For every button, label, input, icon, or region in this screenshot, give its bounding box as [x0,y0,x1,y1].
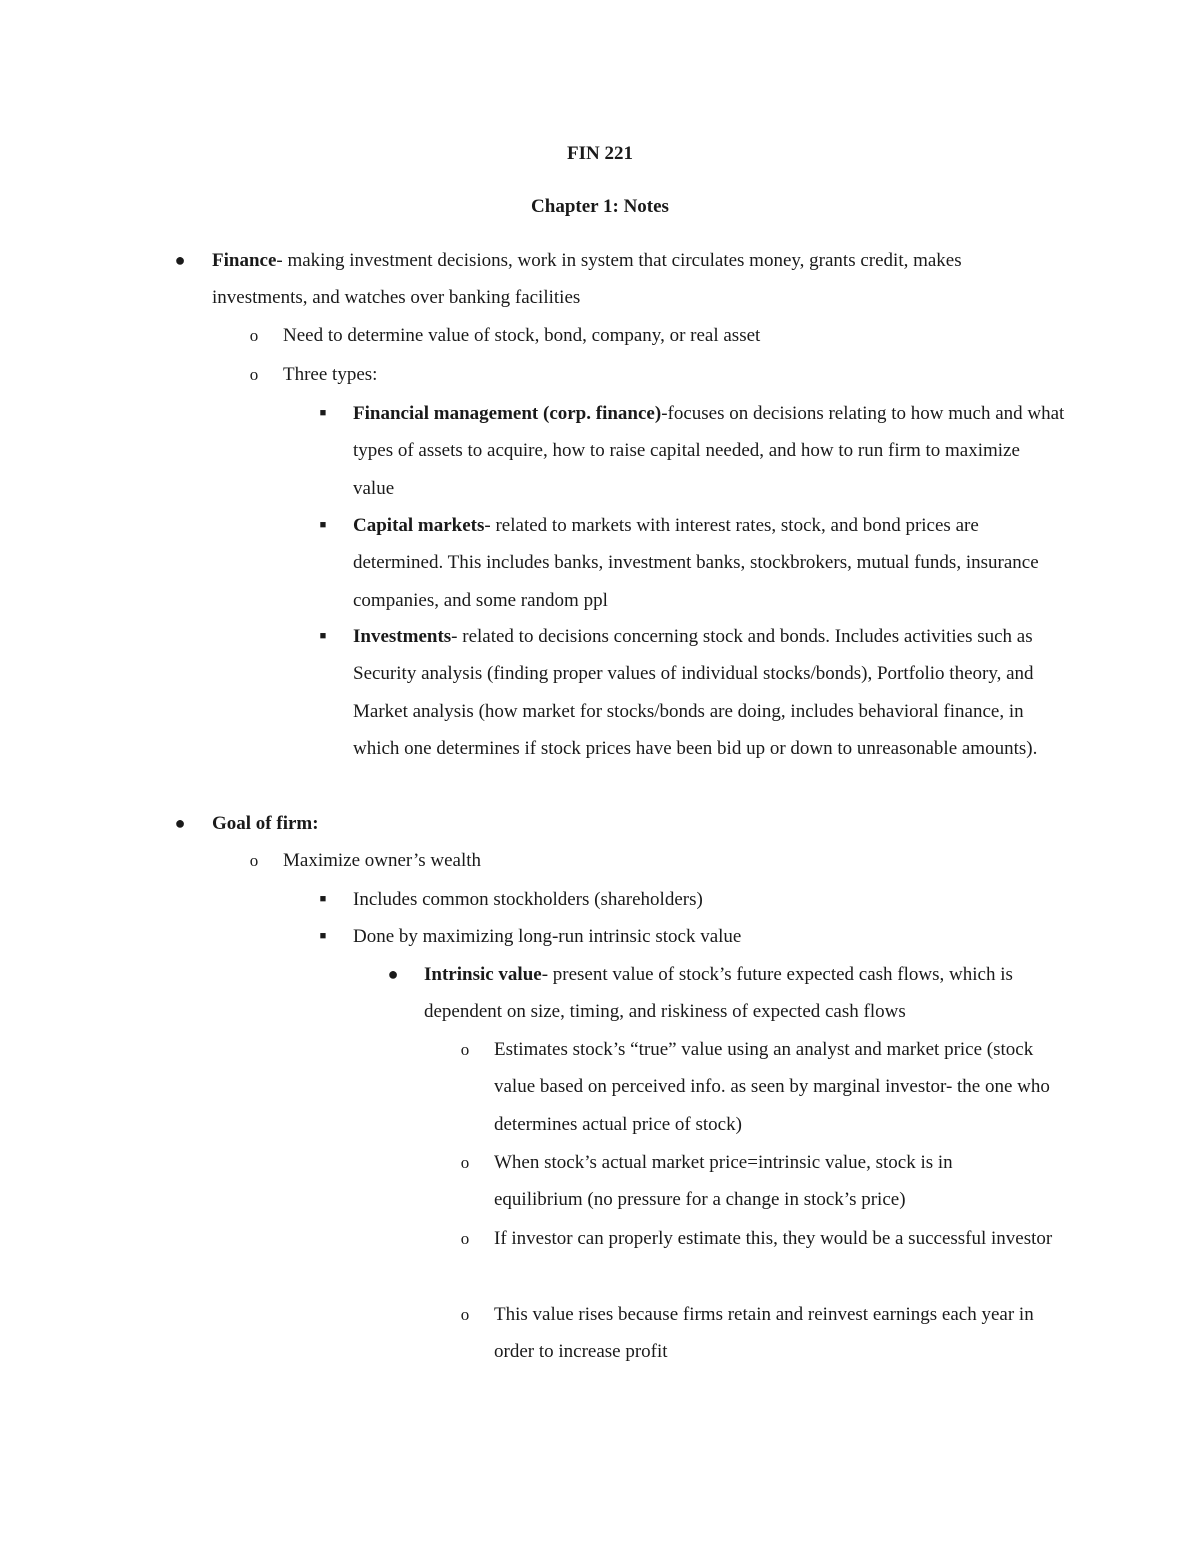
item-text [353,918,1065,955]
item-term: Capital markets [353,515,485,536]
item-text [494,1144,1034,1219]
bullet-circle-icon: o [249,365,259,384]
bullet-square-icon: ■ [319,407,327,419]
course-title: FIN 221 [567,143,633,164]
item-body: Includes common stockholders (shareholders) [353,889,703,910]
item-term: Goal of firm: [212,813,319,834]
bullet-disc-icon: ● [387,964,399,984]
item-body: Estimates stock’s “true” value using an analyst and market price (stock value based on perceived info. as seen by marginal investor- the one who determines actual price of stock) [494,1039,1050,1135]
item-body: - present value of stock’s future expected cash flows, which is dependent on size, timing, and riskiness of expected cash flows [424,964,1013,1023]
bullet-square-icon: ■ [319,930,327,942]
item-term: Financial management (corp. finance) [353,403,662,424]
item-body: - making investment decisions, work in system that circulates money, grants credit, makes investments, and watches over banking facilities [212,250,962,309]
item-text [353,618,1065,768]
item-text [494,1220,1064,1257]
item-body: Done by maximizing long-run intrinsic stock value [353,926,742,947]
item-body: When stock’s actual market price=intrinsic value, stock is in equilibrium (no pressure for a change in stock’s price) [494,1152,953,1211]
bullet-circle-icon: o [249,326,259,345]
item-term: Intrinsic value [424,964,542,985]
item-term: Finance [212,250,277,271]
item-text [212,242,1042,317]
bullet-circle-icon: o [460,1153,470,1172]
bullet-disc-icon: ● [174,250,186,270]
item-text [283,356,1063,393]
bullet-circle-icon: o [460,1229,470,1248]
bullet-circle-icon: o [460,1305,470,1324]
item-body: - related to decisions concerning stock and bonds. Includes activities such as Security analysis (finding proper values of individual stocks/bonds), Portfolio theory, and Market analysis (how market for stocks/bonds are doing, includes behavioral finance, in which one determines if stock prices have been bid up or down to unreasonable amounts). [353,626,1038,760]
item-text [494,1296,1054,1371]
item-body: This value rises because firms retain and reinvest earnings each year in order to increase profit [494,1304,1034,1363]
bullet-disc-icon: ● [174,813,186,833]
item-text [353,507,1053,619]
item-body: If investor can properly estimate this, they would be a successful investor [494,1228,1053,1249]
item-text [353,395,1065,507]
item-text [283,317,1063,354]
bullet-circle-icon: o [460,1040,470,1059]
bullet-square-icon: ■ [319,630,327,642]
chapter-title: Chapter 1: Notes [531,196,669,217]
bullet-square-icon: ■ [319,519,327,531]
item-body: Need to determine value of stock, bond, company, or real asset [283,325,761,346]
item-text [283,842,1063,879]
item-text [353,881,1065,918]
bullet-circle-icon: o [249,851,259,870]
item-text [212,805,1042,842]
item-body: -focuses on decisions relating to how much and what types of assets to acquire, how to raise capital needed, and how to run firm to maximize value [353,403,1065,499]
item-term: Investments [353,626,452,647]
item-text [424,956,1064,1031]
item-body: - related to markets with interest rates, stock, and bond prices are determined. This includes banks, investment banks, stockbrokers, mutual funds, insurance companies, and some random ppl [353,515,1039,611]
item-body: Three types: [283,364,378,385]
bullet-square-icon: ■ [319,893,327,905]
item-text [494,1031,1064,1143]
item-body: Maximize owner’s wealth [283,850,482,871]
